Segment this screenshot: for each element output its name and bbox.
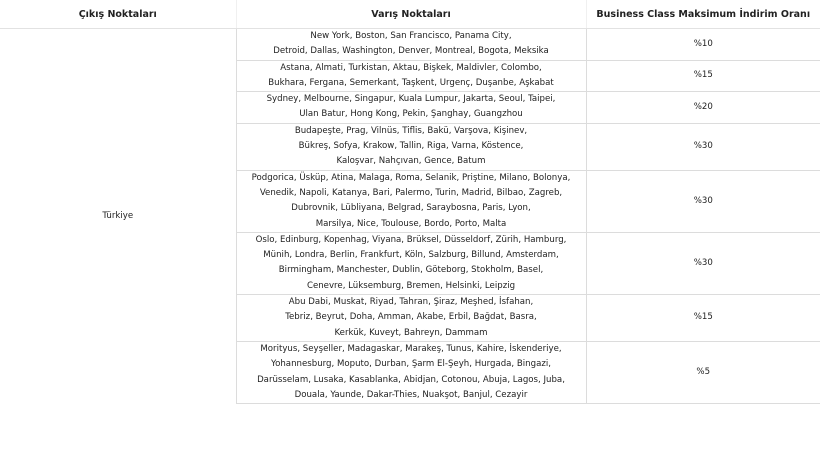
destination-line: Sydney, Melbourne, Singapur, Kuala Lumpur, Jakarta, Seoul, Taipei, bbox=[266, 94, 556, 105]
destinations-cell bbox=[236, 60, 586, 92]
destination-line: Douala, Yaunde, Dakar-Thies, Nuakşot, Banjul, Cezayir bbox=[294, 389, 528, 400]
destination-line: Kaloşvar, Nahçıvan, Gence, Batum bbox=[336, 156, 486, 167]
discount-rate-cell: %10 bbox=[586, 29, 820, 61]
destination-line: Marsilya, Nice, Toulouse, Bordo, Porto, Malta bbox=[315, 218, 507, 229]
destination-line: Münih, Londra, Berlin, Frankfurt, Köln, Salzburg, Billund, Amsterdam, bbox=[263, 250, 559, 261]
destinations-cell bbox=[236, 170, 586, 232]
destination-line: Ulan Batur, Hong Kong, Pekin, Şanghay, Guangzhou bbox=[299, 109, 523, 120]
destination-line: Cenevre, Lüksemburg, Bremen, Helsinki, Leipzig bbox=[306, 280, 516, 291]
discount-rate-cell: %15 bbox=[586, 295, 820, 342]
discount-rate-cell: %5 bbox=[586, 341, 820, 403]
destination-line: Bukhara, Fergana, Semerkant, Taşkent, Urgenç, Duşanbe, Aşkabat bbox=[268, 77, 554, 88]
destinations-cell bbox=[236, 341, 586, 403]
origin-cell: Türkiye bbox=[0, 29, 236, 404]
destination-line: Abu Dabi, Muskat, Riyad, Tahran, Şiraz, Meşhed, İsfahan, bbox=[288, 297, 534, 308]
destination-line: Kerkük, Kuveyt, Bahreyn, Dammam bbox=[334, 327, 488, 338]
destination-line: Dubrovnik, Lübliyana, Belgrad, Saraybosna, Paris, Lyon, bbox=[291, 203, 531, 214]
destination-line: Morityus, Seyşeller, Madagaskar, Marakeş, Tunus, Kahire, İskenderiye, bbox=[260, 343, 562, 354]
destination-line: Darüsselam, Lusaka, Kasablanka, Abidjan, Cotonou, Abuja, Lagos, Juba, bbox=[257, 374, 565, 385]
origin-column-header: Çıkış Noktaları bbox=[0, 0, 236, 29]
destination-line: Detroid, Dallas, Washington, Denver, Montreal, Bogota, Meksika bbox=[273, 46, 549, 57]
destination-line: Yohannesburg, Moputo, Durban, Şarm El-Şeyh, Hurgada, Bingazi, bbox=[271, 359, 551, 370]
destination-line: Oslo, Edinburg, Kopenhag, Viyana, Brüksel, Düsseldorf, Zürih, Hamburg, bbox=[255, 234, 567, 245]
destination-line: Birmingham, Manchester, Dublin, Göteborg, Stokholm, Basel, bbox=[278, 265, 544, 276]
destination-line: Bükreş, Sofya, Krakow, Tallin, Riga, Varna, Köstence, bbox=[298, 141, 524, 152]
table-row bbox=[0, 29, 820, 61]
destinations-cell bbox=[236, 92, 586, 124]
discount-rate-cell: %15 bbox=[586, 60, 820, 92]
destination-line: New York, Boston, San Francisco, Panama City, bbox=[310, 31, 512, 41]
destination-column-header: Varış Noktaları bbox=[236, 0, 586, 29]
destinations-cell bbox=[236, 29, 586, 61]
discount-rate-cell: %30 bbox=[586, 170, 820, 232]
discount-rate-cell: %30 bbox=[586, 232, 820, 294]
destinations-cell bbox=[236, 232, 586, 294]
destination-line: Budapeşte, Prag, Vilnüs, Tiflis, Bakü, Varşova, Kişinev, bbox=[294, 125, 528, 136]
discount-rate-cell: %30 bbox=[586, 123, 820, 170]
destination-line: Podgorica, Üsküp, Atina, Malaga, Roma, Selanik, Priştine, Milano, Bolonya, bbox=[251, 172, 571, 183]
destination-line: Astana, Almati, Turkistan, Aktau, Bişkek, Maldivler, Colombo, bbox=[280, 62, 542, 73]
destination-line: Tebriz, Beyrut, Doha, Amman, Akabe, Erbil, Bağdat, Basra, bbox=[285, 312, 537, 323]
destinations-cell bbox=[236, 123, 586, 170]
discount-column-header: Business Class Maksimum İndirim Oranı bbox=[586, 0, 820, 29]
discount-rate-cell: %20 bbox=[586, 92, 820, 124]
destination-line: Venedik, Napoli, Katanya, Bari, Palermo, Turin, Madrid, Bilbao, Zagreb, bbox=[259, 187, 563, 198]
table-body bbox=[0, 29, 820, 404]
destinations-cell bbox=[236, 295, 586, 342]
table-header-row bbox=[0, 0, 820, 29]
